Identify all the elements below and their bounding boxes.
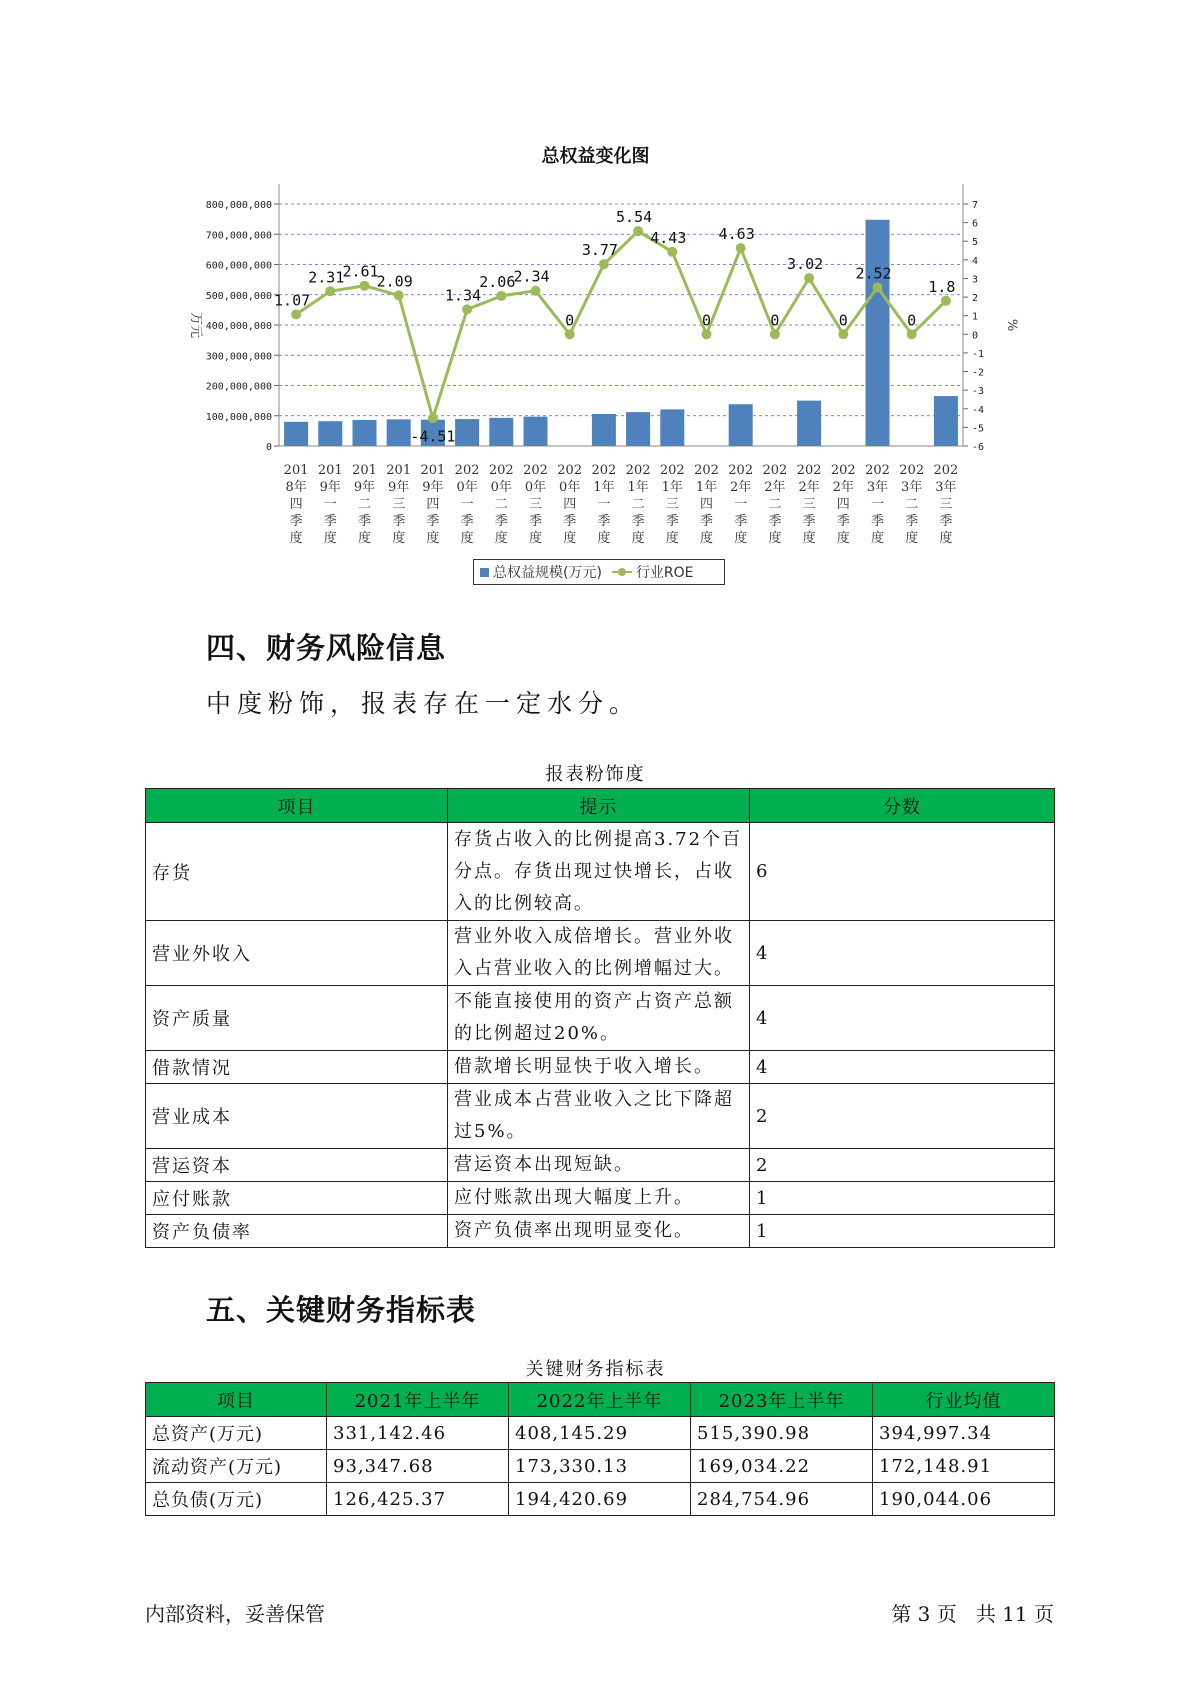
col-header-2022: 2022年上半年 [509,1383,691,1417]
metric-value: 284,754.96 [691,1483,873,1516]
y-tick-label: 500,000,000 [205,290,272,302]
roe-point [804,273,814,283]
x-tick-label: 三 [392,497,406,512]
col-header-2021: 2021年上半年 [327,1383,509,1417]
x-tick-label: 201 [283,463,309,478]
x-tick-label: 2年 [730,480,752,495]
x-tick-label: 度 [563,531,577,546]
x-tick-label: 三 [802,497,816,512]
x-tick-label: 季 [426,514,440,529]
x-tick-label: 9年 [422,480,444,495]
x-tick-label: 季 [357,514,372,529]
legend-bar-label: 总权益规模(万元) [493,565,602,581]
x-tick-label: 3年 [901,480,923,495]
bar [592,414,616,446]
risk-desc: 资产负债率出现明显变化。 [448,1215,750,1248]
roe-point [462,304,472,314]
x-tick-label: 0年 [524,480,547,495]
roe-point [941,296,951,306]
footer-confidential: 内部资料，妥善保管 [145,1602,325,1626]
x-tick-label: 度 [939,531,953,546]
x-tick-label: 3年 [935,480,957,495]
x-tick-label: 一 [870,497,885,512]
risk-desc: 营运资本出现短缺。 [448,1149,750,1182]
x-tick-label: 9年 [319,480,341,495]
roe-point [736,243,746,253]
roe-data-label: 2.06 [479,272,516,291]
roe-point [667,247,677,257]
roe-data-label: 5.54 [616,208,653,227]
y2-tick-label: 4 [972,255,979,267]
risk-score: 1 [750,1215,1055,1248]
y-tick-label: 800,000,000 [205,200,272,211]
x-tick-label: 四 [563,497,577,512]
x-tick-label: 度 [357,531,372,546]
x-tick-label: 季 [939,514,953,529]
roe-data-label: 2.09 [376,272,413,291]
y2-tick-label: 6 [972,218,979,230]
roe-point [291,309,301,319]
roe-point [325,286,335,296]
x-tick-label: 度 [802,531,816,546]
x-tick-label: 一 [323,497,337,512]
x-tick-label: 一 [734,497,748,512]
roe-point [496,291,506,301]
bar [660,409,684,446]
roe-data-label: 4.63 [718,225,755,244]
bar [284,422,308,446]
bar [524,417,548,446]
table-row [146,1417,1055,1450]
y2-axis-title: % [1004,318,1019,332]
x-tick-label: 三 [939,497,953,512]
risk-item: 营业成本 [146,1084,448,1149]
metric-value: 515,390.98 [691,1417,873,1450]
x-tick-label: 202 [488,463,514,478]
y2-tick-label: 7 [972,200,979,211]
roe-data-label: 3.77 [581,241,618,260]
risk-item: 存货 [146,823,448,921]
x-tick-label: 度 [734,531,748,546]
x-tick-label: 202 [557,463,583,478]
bar [489,418,513,446]
x-tick-label: 8年 [285,480,307,495]
table-row [146,1084,1055,1149]
metrics-table-header [146,1383,1055,1417]
y-axis-title: 万元 [188,311,203,339]
table-row [146,823,1055,921]
roe-data-label: 1.07 [274,291,311,310]
metric-value: 126,425.37 [327,1483,509,1516]
x-tick-label: 度 [905,531,919,546]
x-tick-label: 一 [597,497,611,512]
x-tick-label: 度 [528,531,543,546]
equity-chart [0,0,1191,600]
x-tick-label: 9年 [388,480,410,495]
x-tick-label: 季 [836,514,850,529]
x-tick-label: 9年 [353,480,376,495]
roe-point [599,259,609,269]
footer-page-number: 第 3 页 共 11 页 [891,1602,1054,1626]
table-row [146,1483,1055,1516]
x-tick-label: 四 [836,497,850,512]
roe-data-label: 2.34 [513,267,550,286]
x-tick-label: 一 [460,497,474,512]
y2-tick-label: -6 [972,442,985,453]
metric-name: 总负债(万元) [146,1483,327,1516]
x-tick-label: 季 [734,514,748,529]
x-tick-label: 季 [323,514,337,529]
table-row [146,1450,1055,1483]
x-tick-label: 度 [426,531,440,546]
x-tick-label: 度 [631,531,645,546]
table-row [146,921,1055,986]
chart-svg [0,0,1191,600]
roe-data-label: 4.43 [650,228,687,247]
roe-data-label: 2.31 [308,268,345,287]
roe-point [360,281,370,291]
roe-point [428,413,438,423]
risk-table-caption: 报表粉饰度 [545,764,646,785]
risk-score: 2 [750,1149,1055,1182]
bar [934,396,958,446]
metrics-section-title: 五、关键财务指标表 [206,1293,477,1327]
x-tick-label: 度 [323,531,337,546]
chart-legend [473,559,725,585]
risk-item: 资产质量 [146,986,448,1051]
x-tick-label: 3年 [866,480,889,495]
roe-point [838,329,848,339]
x-tick-label: 202 [523,463,548,478]
x-tick-label: 季 [563,514,577,529]
x-tick-label: 202 [591,463,617,478]
roe-point [394,290,404,300]
x-tick-label: 二 [357,497,372,512]
y-tick-label: 300,000,000 [205,351,272,363]
risk-score: 6 [750,823,1055,921]
roe-point [633,226,643,236]
risk-score: 4 [750,921,1055,986]
roe-data-label: 0 [838,311,848,330]
bar [797,401,821,446]
roe-point [565,329,575,339]
col-header-score: 分数 [750,789,1055,823]
x-tick-label: 三 [665,497,679,512]
roe-data-label: 0 [770,311,780,330]
table-row [146,1215,1055,1248]
x-tick-label: 201 [420,463,446,478]
x-tick-label: 202 [899,463,925,478]
y2-tick-label: 0 [972,330,979,342]
table-row [146,1051,1055,1084]
risk-table [145,788,1055,1248]
x-tick-label: 二 [494,497,508,512]
roe-point [907,329,917,339]
x-tick-label: 四 [289,497,303,512]
x-tick-label: 202 [728,463,754,478]
risk-score: 2 [750,1084,1055,1149]
x-tick-label: 201 [352,463,377,478]
x-tick-label: 季 [802,514,816,529]
bar [318,421,342,446]
y2-tick-label: -2 [972,367,985,379]
risk-desc: 存货占收入的比例提高3.72个百分点。存货出现过快增长，占收入的比例较高。 [448,823,750,921]
x-tick-label: 季 [289,514,303,529]
legend-line-label: 行业ROE [635,565,694,581]
x-tick-label: 度 [699,531,714,546]
roe-data-label: 2.52 [855,264,892,283]
x-tick-label: 202 [454,463,480,478]
metric-value: 408,145.29 [509,1417,691,1450]
roe-point [873,282,883,292]
y2-tick-label: 3 [972,274,979,286]
x-tick-label: 2年 [832,480,854,495]
y2-tick-label: -4 [972,404,985,416]
bar [729,404,753,446]
chart-title: 总权益变化图 [541,146,650,167]
x-tick-label: 二 [631,497,645,512]
x-tick-label: 三 [528,497,543,512]
metric-value: 394,997.34 [873,1417,1055,1450]
y-tick-label: 100,000,000 [205,411,272,423]
x-tick-label: 季 [665,514,679,529]
x-tick-label: 季 [597,514,611,529]
x-tick-label: 202 [865,463,890,478]
x-tick-label: 1年 [593,480,615,495]
bar [455,419,479,446]
legend-bar-swatch [480,568,489,577]
risk-table-header [146,789,1055,823]
y-tick-label: 700,000,000 [205,230,272,242]
x-tick-label: 四 [426,497,440,512]
x-tick-label: 0年 [559,480,581,495]
x-tick-label: 202 [933,463,959,478]
y-tick-label: 200,000,000 [205,381,272,393]
x-tick-label: 度 [768,531,782,546]
x-tick-label: 四 [699,497,714,512]
risk-item: 营业外收入 [146,921,448,986]
roe-data-label: 1.34 [445,286,482,305]
x-tick-label: 202 [762,463,788,478]
x-tick-label: 202 [830,463,856,478]
x-tick-label: 202 [694,463,719,478]
roe-data-label: -4.51 [410,427,456,446]
x-tick-label: 季 [528,514,543,529]
x-tick-label: 季 [631,514,645,529]
table-row [146,1182,1055,1215]
risk-item: 应付账款 [146,1182,448,1215]
x-tick-label: 二 [905,497,919,512]
y2-tick-label: -1 [972,348,985,360]
x-tick-label: 度 [870,531,885,546]
x-tick-label: 1年 [695,480,718,495]
roe-data-label: 1.8 [928,277,956,296]
roe-point [770,329,780,339]
x-tick-label: 202 [625,463,651,478]
metrics-table [145,1382,1055,1516]
x-tick-label: 度 [392,531,406,546]
roe-data-label: 2.61 [342,262,379,281]
x-tick-label: 度 [597,531,611,546]
risk-desc: 借款增长明显快于收入增长。 [448,1051,750,1084]
metric-value: 172,148.91 [873,1450,1055,1483]
y2-tick-label: 2 [972,293,979,305]
col-header-item: 项目 [146,1383,327,1417]
col-header-hint: 提示 [448,789,750,823]
y-tick-label: 600,000,000 [205,260,272,272]
x-tick-label: 季 [392,514,406,529]
bar [387,419,411,446]
x-tick-label: 季 [699,514,714,529]
risk-item: 借款情况 [146,1051,448,1084]
y2-tick-label: -5 [972,423,985,435]
bar [866,220,890,446]
roe-point [702,329,712,339]
col-header-item: 项目 [146,789,448,823]
roe-point [531,286,541,296]
metric-value: 169,034.22 [691,1450,873,1483]
x-tick-label: 0年 [490,480,512,495]
risk-desc: 不能直接使用的资产占资产总额的比例超过20%。 [448,986,750,1051]
metric-value: 173,330.13 [509,1450,691,1483]
risk-desc: 应付账款出现大幅度上升。 [448,1182,750,1215]
roe-data-label: 3.02 [787,255,824,274]
metric-name: 总资产(万元) [146,1417,327,1450]
risk-score: 1 [750,1182,1055,1215]
table-row [146,986,1055,1051]
y2-tick-label: 1 [972,311,979,323]
x-tick-label: 度 [494,531,508,546]
x-tick-label: 1年 [661,480,683,495]
y-tick-label: 400,000,000 [205,321,272,332]
risk-desc: 营业外收入成倍增长。营业外收入占营业收入的比例增幅过大。 [448,921,750,986]
x-tick-label: 2年 [798,480,820,495]
risk-score: 4 [750,1051,1055,1084]
bar [626,412,650,446]
risk-item: 资产负债率 [146,1215,448,1248]
x-tick-label: 季 [768,514,782,529]
x-tick-label: 季 [905,514,919,529]
risk-summary: 中度粉饰，报表存在一定水分。 [206,689,641,718]
risk-section-title: 四、财务风险信息 [206,631,447,665]
x-tick-label: 度 [289,531,303,546]
metric-name: 流动资产(万元) [146,1450,327,1483]
risk-score: 4 [750,986,1055,1051]
y-tick-label: 0 [265,442,272,453]
col-header-2023: 2023年上半年 [691,1383,873,1417]
roe-data-label: 0 [701,311,712,330]
metrics-table-caption: 关键财务指标表 [525,1359,666,1380]
x-tick-label: 1年 [627,480,649,495]
x-tick-label: 季 [870,514,885,529]
x-tick-label: 度 [665,531,679,546]
x-tick-label: 季 [494,514,508,529]
x-tick-label: 201 [317,463,343,478]
y2-tick-label: 5 [972,237,979,249]
risk-desc: 营业成本占营业收入之比下降超过5%。 [448,1084,750,1149]
x-tick-label: 201 [386,463,412,478]
y2-tick-label: -3 [972,386,985,398]
x-tick-label: 度 [460,531,474,546]
x-tick-label: 0年 [456,480,478,495]
metric-value: 190,044.06 [873,1483,1055,1516]
x-tick-label: 202 [796,463,822,478]
x-tick-label: 202 [659,463,685,478]
legend-line-swatch [612,571,632,573]
metric-value: 331,142.46 [327,1417,509,1450]
roe-data-label: 0 [907,311,917,330]
x-tick-label: 季 [460,514,474,529]
x-tick-label: 度 [836,531,850,546]
x-tick-label: 二 [768,497,782,512]
metric-value: 93,347.68 [327,1450,509,1483]
risk-item: 营运资本 [146,1149,448,1182]
col-header-industry-avg: 行业均值 [873,1383,1055,1417]
roe-data-label: 0 [565,311,575,330]
bar [353,420,377,446]
x-tick-label: 2年 [764,480,786,495]
table-row [146,1149,1055,1182]
metric-value: 194,420.69 [509,1483,691,1516]
